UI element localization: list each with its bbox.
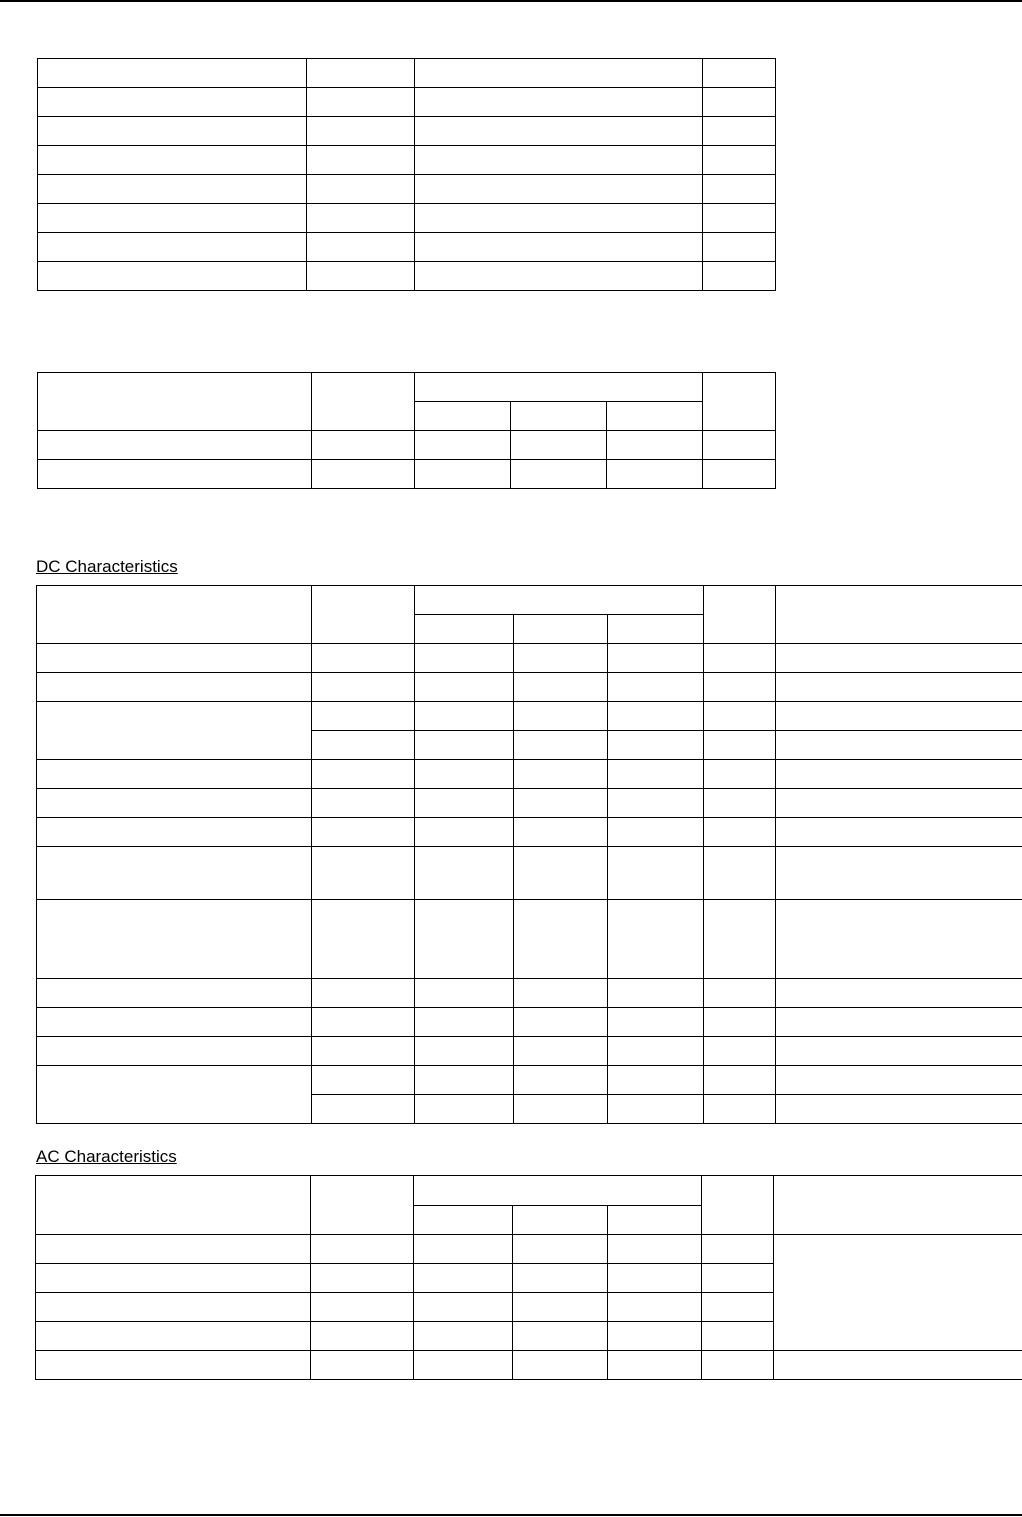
table-cell — [307, 146, 415, 175]
table-cell — [38, 59, 307, 88]
header-cell-values — [415, 586, 704, 615]
table-cell — [312, 760, 415, 789]
table-cell — [415, 117, 703, 146]
table-row — [38, 431, 776, 460]
table-cell — [415, 702, 514, 731]
table-row — [38, 88, 776, 117]
header-cell-parameter — [38, 373, 312, 431]
table-cell — [415, 900, 514, 979]
table-row — [37, 644, 1022, 673]
ac-characteristics-heading: AC Characteristics — [36, 1147, 177, 1166]
table-cell — [312, 1037, 415, 1066]
table-cell — [415, 789, 514, 818]
table-cell — [38, 431, 312, 460]
table-row — [37, 702, 1022, 731]
table-cell — [704, 731, 776, 760]
table-cell — [307, 204, 415, 233]
table-row — [38, 117, 776, 146]
table-cell — [704, 1066, 776, 1095]
header-cell-parameter — [36, 1176, 311, 1235]
header-cell-min — [414, 1206, 513, 1235]
table-row — [38, 460, 776, 489]
table-cell — [312, 818, 415, 847]
table-cell — [312, 900, 415, 979]
header-cell-max — [607, 402, 703, 431]
header-cell-parameter — [37, 586, 312, 644]
table-cell — [776, 979, 1022, 1008]
table-row — [38, 204, 776, 233]
table-cell — [608, 1235, 702, 1264]
table-cell — [414, 1351, 513, 1380]
table-cell — [312, 431, 415, 460]
table-cell — [702, 1235, 774, 1264]
header-cell-conditions — [774, 1176, 1022, 1235]
table-cell — [312, 1066, 415, 1095]
header-cell-symbol — [311, 1176, 414, 1235]
table-cell — [514, 847, 608, 900]
table-cell — [415, 760, 514, 789]
table-cell — [414, 1322, 513, 1351]
table-cell — [703, 233, 776, 262]
table-row — [38, 262, 776, 291]
bottom-rule — [0, 1514, 1022, 1516]
table-cell — [513, 1293, 608, 1322]
table-cell — [703, 431, 776, 460]
table-cell — [312, 1095, 415, 1124]
table-row — [37, 1008, 1022, 1037]
table-cell — [607, 460, 703, 489]
table-cell — [415, 1037, 514, 1066]
table-cell — [312, 789, 415, 818]
table-row — [37, 979, 1022, 1008]
table-cell — [776, 818, 1022, 847]
table-cell — [37, 1037, 312, 1066]
header-cell-typ — [513, 1206, 608, 1235]
table-cell — [415, 460, 511, 489]
table-cell — [514, 1066, 608, 1095]
table-cell — [37, 702, 312, 760]
table-cell — [414, 1235, 513, 1264]
table-cell — [514, 702, 608, 731]
table-cell — [311, 1264, 414, 1293]
table-cell — [702, 1293, 774, 1322]
table-cell — [311, 1351, 414, 1380]
table-cell — [307, 233, 415, 262]
table-cell — [704, 847, 776, 900]
table-cell — [37, 644, 312, 673]
table-cell — [415, 431, 511, 460]
table-cell — [776, 673, 1022, 702]
table-row — [37, 818, 1022, 847]
dc-characteristics-heading: DC Characteristics — [36, 557, 178, 576]
table-cell — [37, 847, 312, 900]
table-cell — [776, 644, 1022, 673]
table-cell — [704, 789, 776, 818]
table-cell — [703, 204, 776, 233]
table-cell — [311, 1322, 414, 1351]
table-cell — [608, 1351, 702, 1380]
table-cell — [37, 1008, 312, 1037]
header-cell-max — [608, 615, 704, 644]
table-cell — [514, 1037, 608, 1066]
table-cell — [608, 760, 704, 789]
table-cell — [514, 818, 608, 847]
table-cell — [415, 146, 703, 175]
table-cell — [514, 760, 608, 789]
table-cell — [514, 731, 608, 760]
table-cell — [415, 979, 514, 1008]
table-cell — [514, 1008, 608, 1037]
table-row — [38, 175, 776, 204]
table-cell — [312, 673, 415, 702]
table-header-row — [38, 373, 776, 402]
header-cell-symbol — [312, 586, 415, 644]
table-cell — [415, 204, 703, 233]
table-cell — [37, 818, 312, 847]
table-row — [37, 1037, 1022, 1066]
table-cell — [776, 900, 1022, 979]
table-cell — [312, 1008, 415, 1037]
table-cell — [608, 1264, 702, 1293]
table-cell — [703, 146, 776, 175]
header-cell-unit — [704, 586, 776, 644]
table-cell — [776, 1008, 1022, 1037]
table-cell — [511, 431, 607, 460]
header-cell-typ — [511, 402, 607, 431]
table-cell — [415, 175, 703, 204]
table-cell — [38, 88, 307, 117]
table-cell — [514, 789, 608, 818]
table-cell — [415, 1095, 514, 1124]
table-cell — [513, 1351, 608, 1380]
table-row — [37, 673, 1022, 702]
table-cell — [776, 1095, 1022, 1124]
header-cell-values — [415, 373, 703, 402]
table-cell — [38, 233, 307, 262]
table-cell — [36, 1293, 311, 1322]
table-cell — [608, 1095, 704, 1124]
table-row — [38, 146, 776, 175]
table-cell — [608, 644, 704, 673]
table-cell — [776, 1037, 1022, 1066]
table-cell — [776, 847, 1022, 900]
table-cell — [311, 1293, 414, 1322]
table-cell — [704, 644, 776, 673]
table-cell — [38, 262, 307, 291]
table-cell — [702, 1351, 774, 1380]
table-cell — [608, 673, 704, 702]
table-cell — [307, 175, 415, 204]
table-cell — [312, 702, 415, 731]
table-cell — [776, 731, 1022, 760]
table-cell — [415, 88, 703, 117]
table-row — [37, 760, 1022, 789]
table-cell — [702, 1322, 774, 1351]
table-cell — [704, 673, 776, 702]
table-cell — [704, 979, 776, 1008]
table-cell — [415, 59, 703, 88]
table-cell — [36, 1235, 311, 1264]
table-cell — [415, 673, 514, 702]
table-cell — [312, 460, 415, 489]
table-cell — [776, 789, 1022, 818]
table-cell — [704, 818, 776, 847]
table-cell — [704, 900, 776, 979]
table-row — [37, 900, 1022, 979]
table-cell — [307, 117, 415, 146]
table-cell — [36, 1351, 311, 1380]
dc-characteristics-table — [36, 585, 1022, 1124]
table-row — [38, 233, 776, 262]
table-cell — [704, 1037, 776, 1066]
table-cell — [38, 175, 307, 204]
table-cell — [415, 233, 703, 262]
table-cell — [608, 1008, 704, 1037]
header-cell-min — [415, 402, 511, 431]
table-cell — [38, 460, 312, 489]
table-cell — [704, 1008, 776, 1037]
table-cell — [514, 1095, 608, 1124]
table-cell — [312, 731, 415, 760]
header-cell-min — [415, 615, 514, 644]
table-cell — [608, 818, 704, 847]
table-cell — [608, 900, 704, 979]
table-cell — [37, 760, 312, 789]
table-cell — [415, 1008, 514, 1037]
table-cell — [703, 460, 776, 489]
header-cell-conditions — [776, 586, 1022, 644]
table-cell — [704, 702, 776, 731]
table-cell — [38, 204, 307, 233]
table-cell-conditions-merged — [774, 1235, 1022, 1351]
table-cell — [37, 1066, 312, 1124]
table-cell — [776, 1066, 1022, 1095]
table-row — [38, 59, 776, 88]
table-cell — [415, 644, 514, 673]
table-cell — [776, 702, 1022, 731]
table-cell — [776, 760, 1022, 789]
table-cell — [702, 1264, 774, 1293]
table-row — [37, 789, 1022, 818]
table-cell — [608, 1322, 702, 1351]
table-cell — [703, 175, 776, 204]
table-row — [37, 1066, 1022, 1095]
table-row — [36, 1235, 1022, 1264]
table-cell — [608, 979, 704, 1008]
table-cell — [608, 1293, 702, 1322]
table-cell — [513, 1322, 608, 1351]
table-header-row — [37, 586, 1022, 615]
header-cell-unit — [703, 373, 776, 431]
header-cell-unit — [702, 1176, 774, 1235]
table-row — [36, 1351, 1022, 1380]
table-cell — [415, 818, 514, 847]
table-cell — [513, 1235, 608, 1264]
table-cell — [414, 1293, 513, 1322]
table-row — [37, 847, 1022, 900]
table-cell — [703, 117, 776, 146]
table-cell — [608, 1037, 704, 1066]
table-cell — [608, 847, 704, 900]
table-1 — [37, 58, 776, 291]
table-cell — [36, 1322, 311, 1351]
table-cell — [704, 760, 776, 789]
table-cell — [415, 847, 514, 900]
header-cell-values — [414, 1176, 702, 1206]
table-cell — [414, 1264, 513, 1293]
table-cell — [415, 731, 514, 760]
table-cell — [511, 460, 607, 489]
table-cell — [608, 1066, 704, 1095]
table-header-row — [36, 1176, 1022, 1206]
header-cell-max — [608, 1206, 702, 1235]
table-cell — [312, 847, 415, 900]
top-rule — [0, 0, 1022, 2]
table-cell — [703, 59, 776, 88]
table-cell — [513, 1264, 608, 1293]
table-cell — [415, 1066, 514, 1095]
table-cell — [703, 88, 776, 117]
table-cell — [704, 1095, 776, 1124]
table-cell — [312, 644, 415, 673]
table-cell — [608, 789, 704, 818]
table-cell — [514, 673, 608, 702]
table-cell — [307, 88, 415, 117]
table-cell — [38, 117, 307, 146]
table-cell — [312, 979, 415, 1008]
table-cell — [38, 146, 307, 175]
header-cell-symbol — [312, 373, 415, 431]
table-cell — [307, 59, 415, 88]
table-cell — [703, 262, 776, 291]
table-cell — [608, 702, 704, 731]
table-cell — [514, 644, 608, 673]
ac-characteristics-table — [35, 1175, 1022, 1380]
table-cell — [307, 262, 415, 291]
table-cell — [514, 979, 608, 1008]
table-cell — [608, 731, 704, 760]
table-cell — [774, 1351, 1022, 1380]
table-cell — [311, 1235, 414, 1264]
table-cell — [514, 900, 608, 979]
table-cell — [37, 979, 312, 1008]
table-cell — [37, 673, 312, 702]
table-cell — [607, 431, 703, 460]
table-2 — [37, 372, 776, 489]
header-cell-typ — [514, 615, 608, 644]
table-cell — [37, 900, 312, 979]
table-cell — [36, 1264, 311, 1293]
table-cell — [415, 262, 703, 291]
table-cell — [37, 789, 312, 818]
